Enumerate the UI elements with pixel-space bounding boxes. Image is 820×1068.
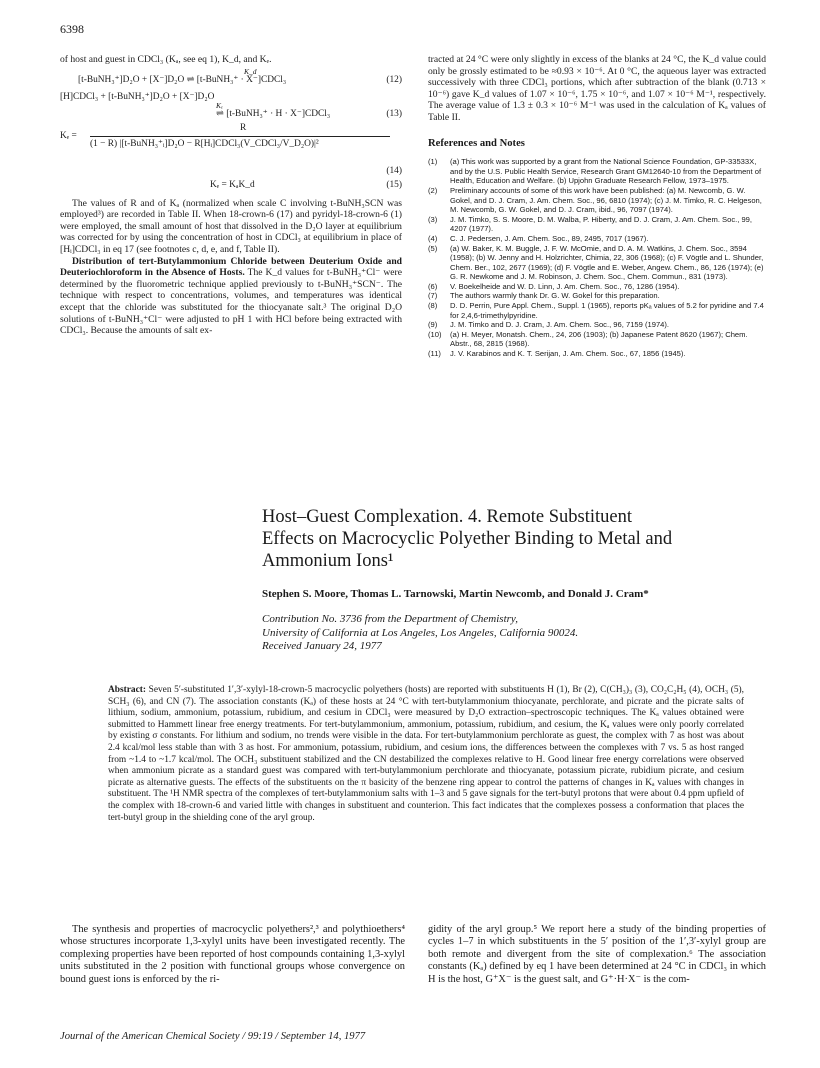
reference-text: J. M. Timko, S. S. Moore, D. M. Walba, P. Hiberty, and D. J. Cram, J. Am. Chem. Soc., 99, 4207 (1977). <box>450 214 753 234</box>
equation-13b-text: ⇌ [t-BuNH₃⁺ · H · X⁻]CDCl₃ <box>216 108 331 119</box>
equation-14-denominator: (1 − R) |[t-BuNH₃⁺ᵢ]D₂O − R[Hᵢ]CDCl₃(V_CDCl₃/V_D₂O)|² <box>90 138 319 149</box>
paragraph-r-values: The values of R and of Kₐ (normalized when scale C involving t-BuNH₃SCN was employed³) are recorded in Table II. When 18-crown-6 (17) and pyridyl-18-crown-6 (1) were employed, the small amount of host that dissolved in the D₂O layer at equilibrium was corrected for by using the concentration of host in CDCl₃ at equilibrium in place of [Hᵢ]CDCl₃ in eq 17 (see footnotes c, d, e, and f, Table II). <box>60 197 402 255</box>
reference-item <box>428 215 766 234</box>
equation-13b <box>60 100 402 123</box>
reference-number: (11) <box>428 349 441 359</box>
equation-13a-text: [H]CDCl₃ + [t-BuNH₃⁺]D₂O + [X⁻]D₂O <box>60 91 215 102</box>
intro-paragraph-left: The synthesis and properties of macrocyclic polyethers²,³ and polythioethers⁴ whose structures incorporate 1,3-xylyl units have been investigated recently. The complexing properties have been reported of host compounds containing 1,3-xylyl units substituted in the 2 position with functional groups whose convergence on bound guest ions is enforced by the ri- <box>60 924 405 985</box>
reference-list <box>428 157 766 358</box>
equation-12-text: [t-BuNH₃⁺]D₂O + [X⁻]D₂O ⇌ [t-BuNH₃⁺ · X⁻]CDCl₃ <box>78 74 287 85</box>
equation-14-lhs: Kₑ = <box>60 130 77 141</box>
intro-line: of host and guest in CDCl₃ (Kₐ, see eq 1), K_d, and Kₑ. <box>60 54 272 65</box>
paragraph-distribution-heading: Distribution of tert-Butylammonium Chloride between Deuterium Oxide and Deuteriochloroform in the Absence of Hosts. <box>60 255 402 279</box>
reference-item <box>428 186 766 215</box>
left-column-bottom <box>60 924 405 986</box>
received-date: Received January 24, 1977 <box>262 640 382 652</box>
paragraph-extraction: tracted at 24 °C were only slightly in excess of the blanks at 24 °C, the K_d value could only be grossly estimated to be ≈0.93 × 10⁻⁶. At 0 °C, the aqueous layer was extracted successively with three CDCl₃ portions, which after subtraction of the blank (0.713 × 10⁻⁶) gave K_d values of 1.07 × 10⁻⁶, 1.75 × 10⁻⁶, and 1.07 × 10⁻⁶ M⁻¹, respectively. The average value of 1.3 ± 0.3 × 10⁻⁶ M⁻¹ was used in the calculation of Kₐ values of Table II. <box>428 54 766 123</box>
abstract-label: Abstract: <box>108 685 147 695</box>
reference-text: The authors warmly thank Dr. G. W. Gokel for this preparation. <box>450 291 660 301</box>
fraction-bar <box>90 136 390 137</box>
reference-number: (5) <box>428 243 438 253</box>
equation-15 <box>60 177 402 194</box>
page-number: 6398 <box>60 22 84 36</box>
reference-number: (4) <box>428 233 438 243</box>
reference-number: (3) <box>428 214 438 224</box>
reference-number: (7) <box>428 291 438 301</box>
reference-item <box>428 157 766 186</box>
abstract-text: Seven 5′-substituted 1′,3′-xylyl-18-crown-5 macrocyclic polyethers (hosts) are reported with substituents H (1), Br (2), C(CH₃)₃ (3), CO₂C₂H₅ (4), OCH₃ (5), SCH₃ (6), and CN (7). The association constants (Kₐ) of these hosts at 24 °C with tert-butylammonium thiocyanate, perchlorate, and picrate and the picrate salts of lithium, sodium, ammonium, potassium, rubidium, and cesium in CDCl₃ were measured by D₂O extraction–spectroscopic techniques. The Kₐ values obtained were submitted to Hammett linear free energy treatments. For tert-butylammonium, ammonium, potassium, rubidium, and cesium, the Kₐ values were only poorly correlated by existing σ constants. For lithium and sodium, no trends were visible in the data. For tert-butylammonium perchlorate as guest, the complex with 7 as host was about 2.4 kcal/mol less stable than with 3 as host. For ammonium, potassium, rubidium, and cesium ions, the differences between the complexes with 7 vs. 5 as host ranged from ~1.4 to ~1.7 kcal/mol. The OCH₃ substituent stabilized and the CN destabilized the complexes relative to H. Good linear free energy correlations were observed when ammonium picrate as a standard guest was compared with tert-butylammonium perchlorate and thiocyanate, potassium picrate, rubidium picrate, and cesium picrate as alternative guests. The effects of the substituents on the π basicity of the benzene ring appear to control the patterns of changes in Kₐ values with changes in substituent. The ¹H NMR spectra of the complexes of tert-butylammonium salts with 1–3 and 5 gave signals for the tert-butyl protons that were about 0.4 ppm upfield of the complex with 18-crown-6 and varied little with changes in substituent and counterion. This fact indicates that the complexes possess a conformation that places the tert-butyl group in the shielding cone of the aryl group. <box>108 685 744 823</box>
reference-item <box>428 330 766 349</box>
reference-text: (a) W. Baker, K. M. Buggle, J. F. W. McOmie, and D. A. M. Watkins, J. Chem. Soc., 3594 (1958); (b) W. Jenny and H. Holzrichter, Chimia, 22, 306 (1968); (c) F. Vögtle and L. Shunder, Chem. Ber., 102, 2677 (1969); (d) F. Vögtle and E. Weber, Angew. Chem., 86, 126 (1974); (e) G. R. Newkome and J. M. Robinson, J. Chem. Soc., Chem. Commun., 831 (1973). <box>450 243 764 282</box>
reference-item <box>428 320 766 330</box>
references-heading: References and Notes <box>428 137 525 149</box>
right-column-top <box>428 54 766 359</box>
equation-14-number: (14) <box>386 165 402 176</box>
equation-13-constant: Kₑ <box>216 100 223 110</box>
equation-14-number-row <box>60 163 402 177</box>
reference-number: (1) <box>428 157 438 167</box>
reference-text: J. V. Karabinos and K. T. Serijan, J. Am. Chem. Soc., 67, 1856 (1945). <box>450 349 686 359</box>
paragraph-distribution-body: The K_d values for t-BuNH₃⁺Cl⁻ were determined by the fluorometric technique applied previously to t-BuNH₃⁺SCN⁻. The technique with respect to concentrations, volumes, and temperatures was identical except that the chloride was substituted for the thiocyanate salt.³ The original D₂O solutions of t-BuNH₃⁺Cl⁻ were adjusted to pH 1 with HCl before being extracted with CDCl₃. Because the amounts of salt ex- <box>60 267 402 337</box>
paragraph-distribution <box>60 256 402 337</box>
reference-number: (10) <box>428 329 442 339</box>
reference-text: J. M. Timko and D. J. Cram, J. Am. Chem. Soc., 96, 7159 (1974). <box>450 320 670 330</box>
equation-12 <box>60 66 402 89</box>
reference-text: C. J. Pedersen, J. Am. Chem. Soc., 89, 2495, 7017 (1967). <box>450 233 649 243</box>
right-column-bottom <box>428 924 766 986</box>
equation-12-number: (12) <box>386 74 402 85</box>
equation-14-numerator: R <box>240 122 247 133</box>
affiliation-line-2: University of California at Los Angeles, Los Angeles, California 90024. <box>262 626 579 639</box>
reference-text: V. Boekelheide and W. D. Linn, J. Am. Chem. Soc., 76, 1286 (1954). <box>450 281 680 291</box>
reference-number: (8) <box>428 301 438 311</box>
equation-12-constant: K_d <box>244 66 257 76</box>
article-title: Host–Guest Complexation. 4. Remote Substituent Effects on Macrocyclic Polyether Binding to Metal and Ammonium Ions¹ <box>262 507 673 571</box>
article-affiliation <box>262 613 578 654</box>
affiliation-line-1: Contribution No. 3736 from the Department of Chemistry, <box>262 613 518 625</box>
equation-13-number: (13) <box>386 108 402 119</box>
article-authors: Stephen S. Moore, Thomas L. Tarnowski, Martin Newcomb, and Donald J. Cram* <box>262 588 649 600</box>
reference-number: (9) <box>428 320 438 330</box>
reference-text: (a) This work was supported by a grant from the National Science Foundation, GP-33533X, and by the U.S. Public Health Service, Research Grant GM12640-10 from the Department of Health, Education and Welfare. (b) Upjohn Graduate Research Fellow, 1973–1975. <box>450 157 762 186</box>
intro-paragraph-right: gidity of the aryl group.⁵ We report here a study of the binding properties of cycles 1–7 in which substituents in the 5′ position of the 1′,3′-xylyl group are both remote and divergent from the site of complexation.⁶ The association constants (Kₐ) defined by eq 1 have been determined at 24 °C in CDCl₃ in which H is the host, G⁺X⁻ is the guest salt, and G⁺·H·X⁻ is the com- <box>428 924 766 985</box>
equation-15-text: Kₑ = KₐK_d <box>210 179 255 190</box>
abstract <box>108 685 744 824</box>
reference-number: (2) <box>428 185 438 195</box>
journal-footer: Journal of the American Chemical Society / 99:19 / September 14, 1977 <box>60 1031 366 1042</box>
reference-item <box>428 349 766 359</box>
left-column-top <box>60 54 402 337</box>
reference-item <box>428 291 766 301</box>
reference-item <box>428 244 766 282</box>
equation-15-number: (15) <box>386 179 402 190</box>
reference-number: (6) <box>428 281 438 291</box>
reference-text: (a) H. Meyer, Monatsh. Chem., 24, 206 (1903); (b) Japanese Patent 8620 (1967); Chem. Abstr., 68, 2815 (1968). <box>450 329 748 349</box>
equation-13a <box>60 89 402 106</box>
equation-14 <box>60 122 402 163</box>
reference-item <box>428 282 766 292</box>
reference-item <box>428 301 766 320</box>
reference-text: Preliminary accounts of some of this work have been published: (a) M. Newcomb, G. W. Gokel, and D. J. Cram, J. Am. Chem. Soc., 96, 6810 (1974); (c) J. M. Timko, R. C. Helgeson, M. Newcomb, G. W. Gokel, and D. J. Cram, ibid., 96, 7097 (1974). <box>450 185 762 215</box>
reference-item <box>428 234 766 244</box>
reference-text: D. D. Perrin, Pure Appl. Chem., Suppl. 1 (1965), reports pKₐ values of 5.2 for pyridine and 7.4 for 2,4,6-trimethylpyridine. <box>450 301 764 320</box>
